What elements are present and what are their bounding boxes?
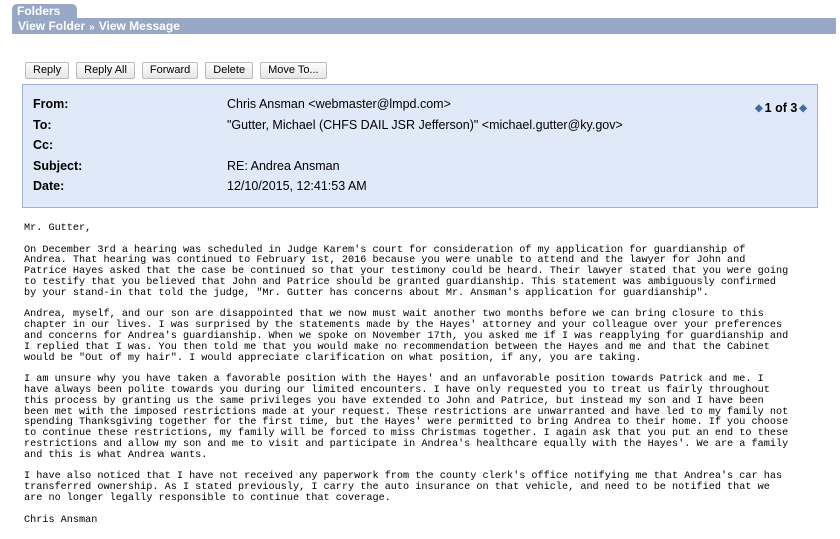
move-to-button[interactable]: Move To... <box>260 62 327 79</box>
next-message-icon[interactable]: ◆ <box>799 102 807 114</box>
view-folder-link[interactable]: View Folder <box>18 19 86 33</box>
paragraph-2: Andrea, myself, and our son are disappointed that we now must wait another two months before we can bring closure to this chapter in our lives. I was surprised by the statements made by the Hayes' attorney and your colleague over your preferences and concerns for Andrea's guardianship. When we spoke on November 17th, you asked me if I was reapplying for guardianship and I replied that I was. You then told me that you would make no recommendation between the Hayes and me and that the Cabinet would be "Out of my hair". I would appreciate clarification on what position, if any, you are taking. <box>24 309 789 364</box>
forward-button[interactable]: Forward <box>142 62 198 79</box>
breadcrumb-separator-icon: » <box>89 22 95 33</box>
from-label: From: <box>33 97 69 111</box>
signature: Chris Ansman <box>24 514 98 526</box>
message-toolbar <box>25 62 327 80</box>
paragraph-1: On December 3rd a hearing was scheduled in Judge Karem's court for consideration of my application for guardianship of Andrea. That hearing was continued to February 1st, 2016 because you were unable to attend and the lawyer for John and Patrice Hayes asked that the case be continued so that your testimony could be heard. Their lawyer stated that you were going to testify that you believed that John and Patrice should be granted guardianship. This statement was ambiguously confirmed by your stand-in that told the judge, "Mr. Gutter has concerns about Mr. Ansman's application for guardianship". <box>24 244 789 299</box>
reply-all-button[interactable]: Reply All <box>76 62 135 79</box>
to-value: "Gutter, Michael (CHFS DAIL JSR Jefferson)" <michael.gutter@ky.gov> <box>227 118 623 132</box>
top-navigation <box>12 0 836 34</box>
from-value: Chris Ansman <webmaster@lmpd.com> <box>227 97 451 111</box>
cc-label: Cc: <box>33 138 54 152</box>
message-header <box>22 84 818 208</box>
subject-label: Subject: <box>33 159 83 173</box>
reply-button[interactable]: Reply <box>25 62 69 79</box>
paragraph-3: I am unsure why you have taken a favorable position with the Hayes' and an unfavorable position towards Patrick and me. I have always been polite towards you during our limited encounters. I have only requested you to treat us fairly throughout this process by granting us the same privileges you have extended to John and Patrice, but instead my son and I have been been met with the imposed restrictions made at your request. These restrictions are unwarranted and have led to my family not spending Thanksgiving together for the first time, but the Hayes' were permitted to bring Andrea to their home. If you choose to continue these restrictions, my family will be forced to miss Christmas together. I again ask that you put an end to these restrictions and allow my son and me to visit and participate in Andrea's healthcare equally with the Hayes'. We are a family and this is what Andrea wants. <box>24 374 789 461</box>
previous-message-icon[interactable]: ◆ <box>754 102 763 114</box>
message-body <box>24 224 814 537</box>
subject-value: RE: Andrea Ansman <box>227 159 340 173</box>
message-pager <box>755 101 807 115</box>
date-value: 12/10/2015, 12:41:53 AM <box>227 179 367 193</box>
breadcrumb <box>12 18 836 34</box>
pager-count: 1 of 3 <box>764 101 798 115</box>
folders-tab[interactable]: Folders <box>12 4 77 18</box>
date-label: Date: <box>33 179 65 193</box>
paragraph-4: I have also noticed that I have not received any paperwork from the county clerk's office notifying me that Andrea's car has transferred ownership. As I stated previously, I carry the auto insurance on that vehicle, and need to be notified that we are no longer legally responsible to continue that coverage. <box>24 471 783 504</box>
to-label: To: <box>33 118 52 132</box>
delete-button[interactable]: Delete <box>205 62 253 79</box>
view-message-link[interactable]: View Message <box>98 19 180 33</box>
greeting: Mr. Gutter, <box>24 223 92 234</box>
